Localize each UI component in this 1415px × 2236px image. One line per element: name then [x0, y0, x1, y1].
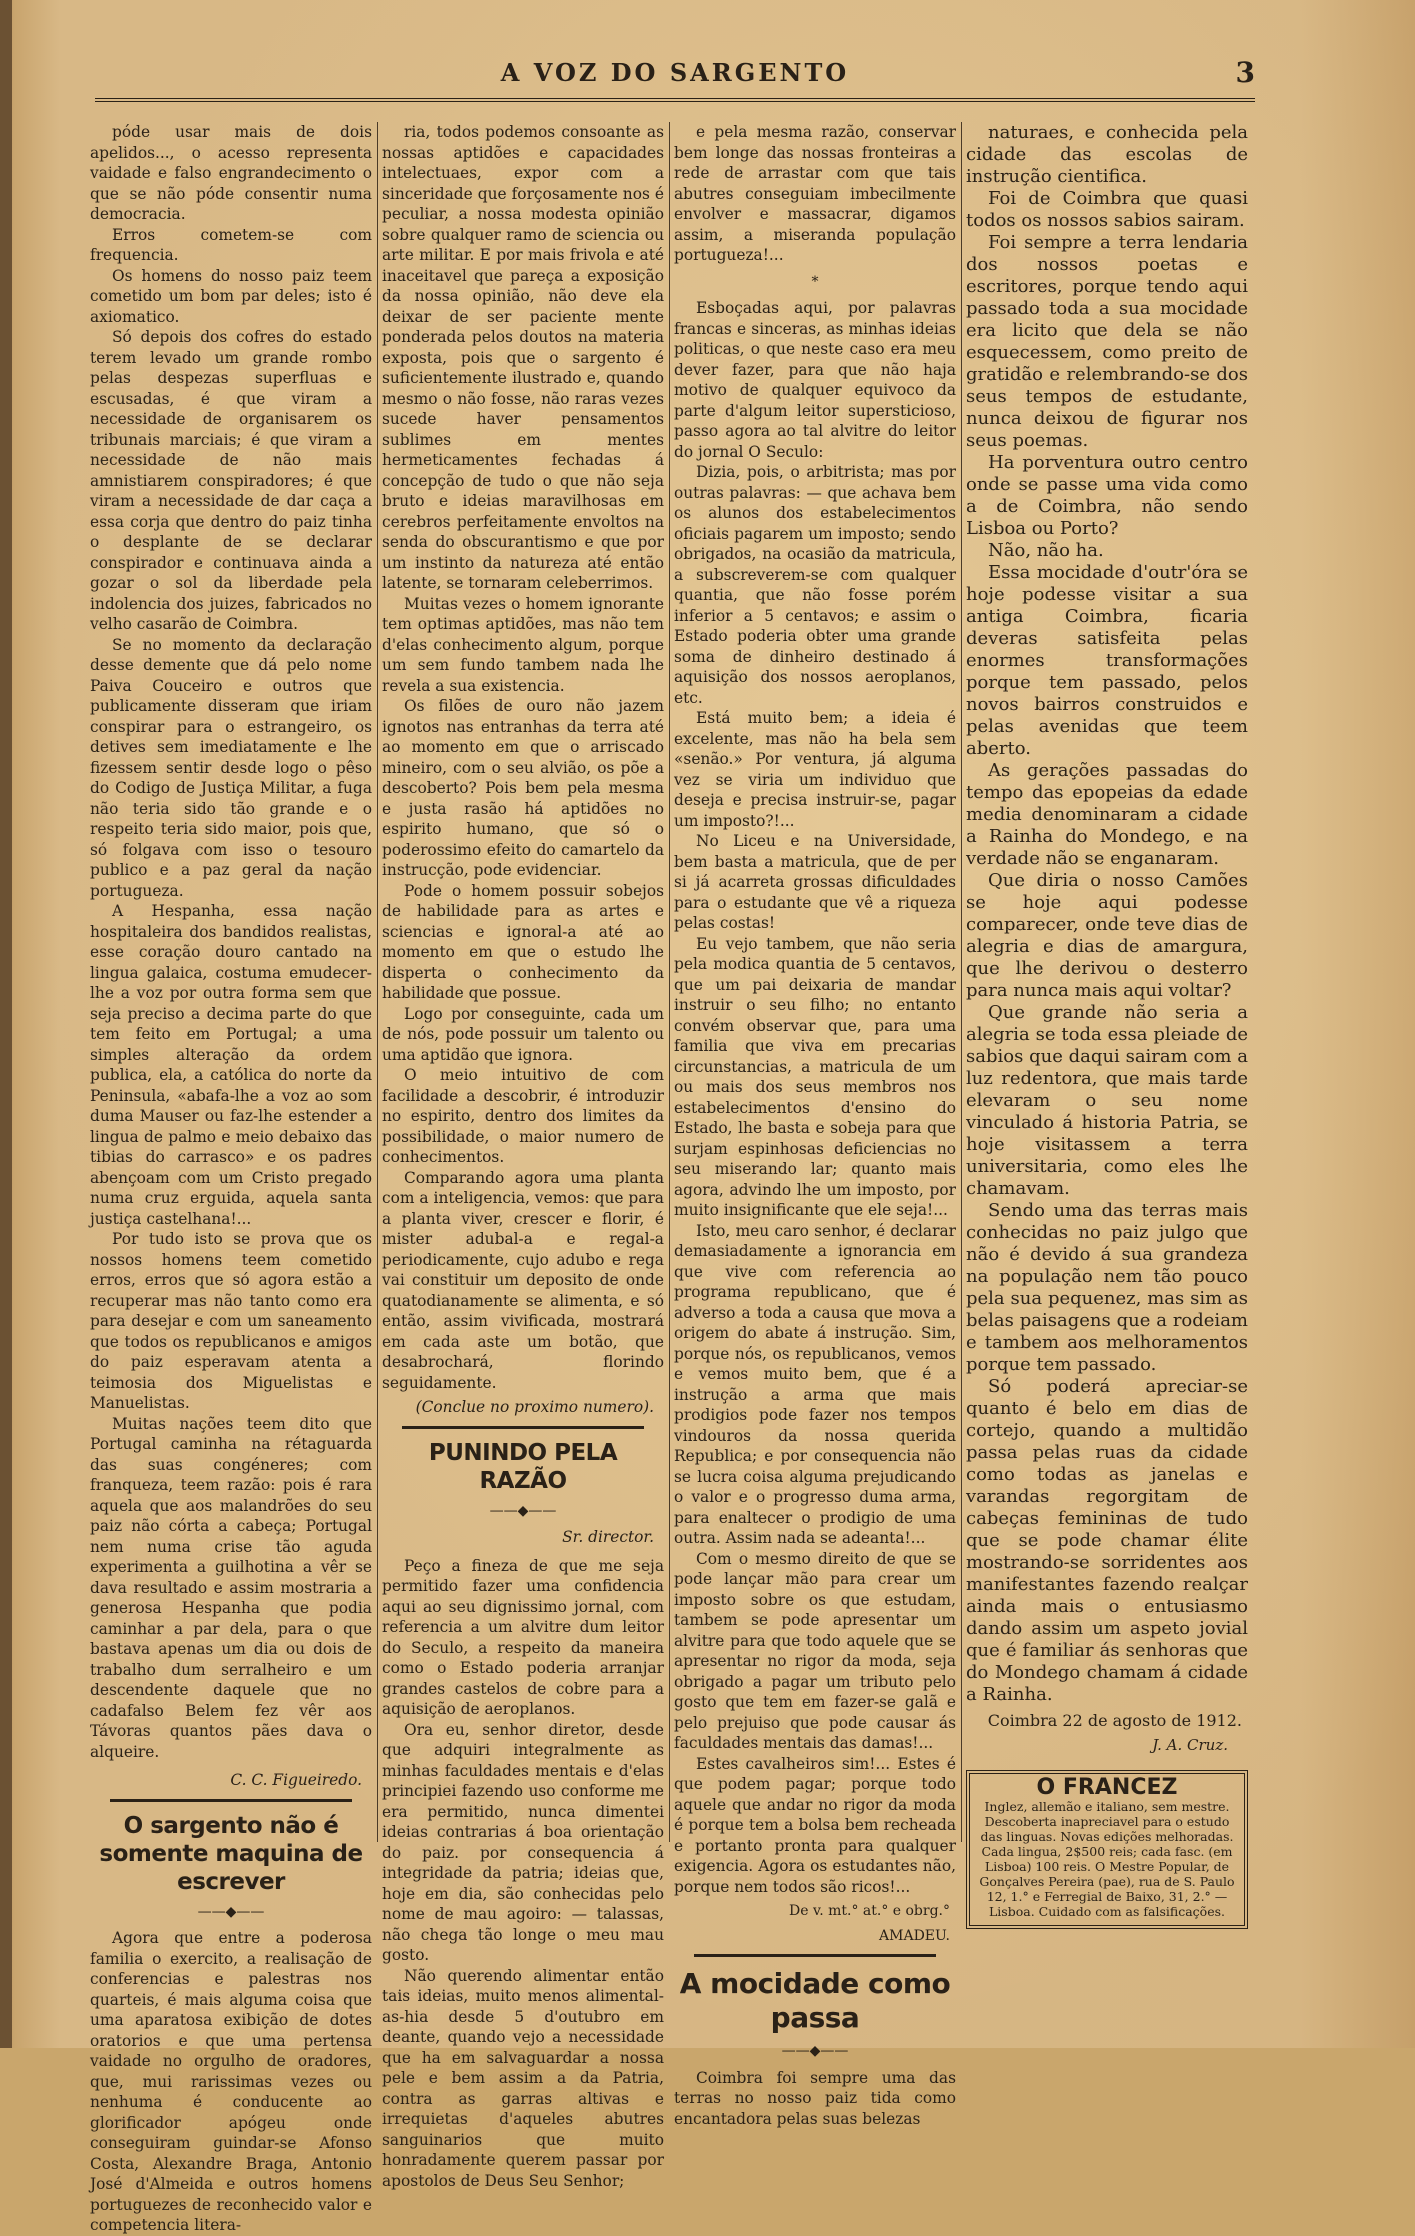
continued-note: (Conclue no proximo numero).: [415, 1398, 654, 1416]
paragraph: Não querendo alimentar então tais ideias, muito menos alimental-as-hia desde 5 d'outubro em deante, quando vejo a necessidade que ha em salvaguardar a nossa pele e bem assim a da Patria, contra as garras altivas e irrequietas d'aqueles abutres sanguinarios que muito honradamente querem passar por apostolos de Deus Seu Senhor;: [382, 1966, 664, 2190]
article-signature: J. A. Cruz.: [1152, 1736, 1228, 1754]
column-divider: [961, 122, 962, 1842]
paragraph: Por tudo isto se prova que os nossos homens teem cometido erros, erros que só agora estão a recuperar mas não tanto como era para desejar e com um saneamento que todos os republicanos e amigos do paiz esperavam atenta a teimosia dos Miguelistas e Manuelistas.: [90, 1230, 372, 1412]
paragraph: Com o mesmo direito de que se pode lançar mão para crear um imposto sobre os que estudam, tambem se pode apresentar um alvitre para que todo aquele que se apresentar no rigor da moda, seja obrigado a pagar um tributo pelo gosto que tem em fazer-se galã e pelo prejuiso que pode causar ás faculdades mentais das damas!...: [674, 1549, 956, 1752]
paragraph: Eu vejo tambem, que não seria pela modica quantia de 5 centavos, que um pai deixaria de mandar instruir o seu filho; no entanto convém observar que, para uma familia que viva em precarias circunstancias, a matricula de um ou mais dos seus membros nos estabelecimentos d'ensino do Estado, lhe basta e sobeja para que surjam espinhosas deficiencias no seu miserando lar; quanto mais agora, advindo lhe um imposto, por muito insignificante que ele seja!...: [674, 934, 956, 1219]
paragraph: Os homens do nosso paiz teem cometido um bom par deles; isto é axiomatico.: [90, 266, 372, 326]
paragraph: O meio intuitivo de com facilidade a descobrir, é introduzir no espirito, dentro dos limites da possibilidade, o maior numero de conhecimentos.: [382, 1066, 664, 1166]
newspaper-title: A VOZ DO SARGENTO: [500, 58, 850, 87]
paragraph: Que grande não seria a alegria se toda essa pleiade de sabios que daqui sairam com a luz redentora, que mais tarde elevaram o seu nome vinculado á historia Patria, se hoje visitassem a terra universitaria, como eles lhe chamavam.: [966, 1002, 1248, 1199]
page-number: 3: [1235, 56, 1255, 89]
paragraph: Dizia, pois, o arbitrista; mas por outras palavras: — que achava bem os alunos dos estabelecimentos oficiais pagarem um imposto; sendo obrigados, na ocasião da matricula, a subscreverem-se com qualquer quantia, que não fosse porém inferior a 5 centavos; e assim o Estado poderia obter uma grande soma de dinheiro destinado á aquisição dos nossos aeroplanos, etc.: [674, 463, 956, 707]
paragraph: Sendo uma das terras mais conhecidas no paiz julgo que não é devido á sua grandeza na população nem tão pouco pela sua pequenez, mas sim as belas paisagens que a rodeiam e tambem aos melhoramentos porque tem passado.: [966, 1200, 1248, 1375]
paragraph: Isto, meu caro senhor, é declarar demasiadamente a ignorancia em que vive com referencia ao programa republicano, que é adverso a toda a causa que mova a origem do abate á instrução. Sim, porque nós, os republicanos, vemos e vemos muito bem, que é a instrução a arma que mais prodigios pode fazer nos tempos vindouros da nossa querida Republica; e por consequencia não se lucra coisa alguma prejudicando o valor e o progresso duma arma, para enaltecer o prodigio de uma outra. Assim nada se adeanta!...: [674, 1221, 956, 1547]
paragraph: Não, não ha.: [988, 540, 1104, 561]
paragraph: Ha porventura outro centro onde se passe uma vida como a de Coimbra, não sendo Lisboa ou Porto?: [966, 452, 1248, 539]
paragraph: Agora que entre a poderosa familia o exercito, a realisação de conferencias e palestras nos quarteis, é mais alguma coisa que uma aparatosa exibição de dotes oratorios e que uma pertensa vaidade no orgulho de oradores, que, mui rarissimas vezes ou nenhuma é conducente ao glorificador apógeu onde conseguiram guindar-se Afonso Costa, Alexandre Braga, Antonio José d'Almeida e outros homens portuguezes de reconhecido valor e competencia litera-: [90, 1929, 372, 2234]
paragraph: e pela mesma razão, conservar bem longe das nossas fronteiras a rede de arrastar com que tais abutres conseguiam imbecilmente envolver e massacrar, digamos assim, a miseranda população portugueza!...: [674, 123, 956, 264]
paragraph: ria, todos podemos consoante as nossas aptidões e capacidades intelectuaes, expor com a sinceridade que forçosamente nos é peculiar, a nossa modesta opinião sobre qualquer ramo de sciencia ou arte militar. E por mais frivola e até inaceitavel que pareça a exposição da nossa opinião, não deve ela deixar de ser paciente mente ponderada pelos doutos na materia exposta, pois que o sargento é suficientemente ilustrado e, quando mesmo o não fosse, não raras vezes sucede haver pensamentos sublimes em mentes hermeticamentes fechadas á concepção de tudo o que não seja bruto e ideias maravilhosas em cerebros perfeitamente envoltos na senda do obscurantismo e que por um instinto da natureza até então latente, se tornaram celeberrimos.: [382, 123, 664, 592]
salutation: Sr. director.: [562, 1528, 654, 1546]
header-rule: [95, 98, 1255, 106]
ornament-divider: ——◆——: [781, 2043, 849, 2059]
paragraph: Ora eu, senhor diretor, desde que adquiri integralmente as minhas faculdades mentais e d'elas principiei fazendo uso conforme me era permitido, nunca dimentei ideias contrarias á boa orientação do paiz. por consequencia á integridade da patria; ideias que, hoje em dia, são conhecidas pelo nome de mau agoiro: — talassas, não chega tão longe o meu mau gosto.: [382, 1720, 664, 1964]
paragraph: No Liceu e na Universidade, bem basta a matricula, que de per si já acarreta grossas dificuldades para o estudante que vê a riqueza pelas costas!: [674, 832, 956, 932]
paragraph: Essa mocidade d'outr'óra se hoje podesse visitar a sua antiga Coimbra, ficaria deveras satisfeita pelas enormes transformações porque tem passado, pelos novos bairros construidos e pelas avenidas que teem aberto.: [966, 562, 1248, 759]
paragraph: Os filões de ouro não jazem ignotos nas entranhas da terra até ao momento em que o arriscado mineiro, com o seu alvião, os põe a descoberto? Pois bem pela mesma e justa rasão há aptidões no espirito humano, que só o poderossimo efeito do camartelo da instrucção, pode evidenciar.: [382, 697, 664, 879]
article-headline: PUNINDO PELA RAZÃO: [428, 1439, 618, 1494]
ornament-divider: ——◆——: [489, 1502, 557, 1519]
ad-body: Inglez, allemão e italiano, sem mestre. Descoberta inapreciavel para o estudo das linguas. Novas edições melhoradas. Cada lingua, 2$500 reis; cada fasc. (em Lisboa) 100 reis. O Mestre Popular, de Gonçalves Pereira (pae), rua de S. Paulo 12, 1.° e Ferregial de Baixo, 31, 2.° — Lisboa. Cuidado com as falsificações.: [979, 1799, 1235, 1919]
asterisk-divider: *: [811, 273, 819, 290]
paragraph: Coimbra foi sempre uma das terras no nosso paiz tida como encantadora pelas suas belezas: [674, 2068, 956, 2128]
paragraph: naturaes, e conhecida pela cidade das escolas de instrução cientifica.: [966, 122, 1248, 187]
paragraph: Que diria o nosso Camões se hoje aqui podesse comparecer, onde teve dias de alegria e dias de amargura, que lhe derivou o desterro para nunca mais aqui voltar?: [966, 870, 1248, 1001]
column-4: [966, 122, 1248, 1919]
letter-closing: De v. mt.° at.° e obrg.°: [788, 1903, 950, 1919]
paragraph: Erros cometem-se com frequencia.: [90, 225, 372, 264]
advertisement: [966, 1770, 1248, 1929]
paragraph: Se no momento da declaração desse demente que dá pelo nome Paiva Couceiro e outros que publicamente disseram que iriam conspirar para o estrangeiro, os detives sem imediatamente e lhe fizessem sentir desde logo o pêso do Codigo de Justiça Militar, a fuga não teria sido tão grande e o respeito teria sido maior, pois que, só folgava com isso o tesouro publico e a paz geral da nação portugueza.: [90, 635, 372, 900]
paragraph: Pode o homem possuir sobejos de habilidade para as artes e sciencias e ignoral-a até ao momento em que o estudo lhe disperta o conhecimento da habilidade que possue.: [382, 881, 664, 1002]
column-divider: [377, 122, 378, 1842]
article-headline: A mocidade como passa: [679, 1967, 951, 2034]
paragraph: Está muito bem; a ideia é excelente, mas não ha bela sem «senão.» Por ventura, já alguma vez se viria um individuo que deseja e precisa instruir-se, pagar um imposto?!...: [674, 709, 956, 830]
paragraph: Logo por conseguinte, cada um de nós, pode possuir um talento ou uma aptidão que ignora.: [382, 1004, 664, 1064]
paragraph: Peço a fineza de que me seja permitido fazer uma confidencia aqui ao seu dignissimo jornal, com referencia a um alvitre dum leitor do Seculo, a respeito da maneira como o Estado poderia arranjar grandes castelos de cobre para a aquisição de aeroplanos.: [382, 1556, 664, 1718]
paragraph: póde usar mais de dois apelidos..., o acesso representa vaidade e falso engrandecimento o que se não póde consentir numa democracia.: [90, 123, 372, 223]
article-headline: O sargento não é somente maquina de escrever: [99, 1812, 363, 1895]
binding-edge: [0, 0, 12, 2048]
page-header: [95, 56, 1255, 96]
article-separator: [110, 1799, 352, 1802]
article-separator: [694, 1954, 936, 1957]
paragraph: Muitas vezes o homem ignorante tem optimas aptidões, mas não tem d'elas conhecimento algum, porque um sem fundo tambem nada lhe revela a sua existencia.: [382, 594, 664, 695]
column-3: [674, 122, 956, 2128]
article-signature: AMADEU.: [879, 1927, 950, 1944]
column-2: [382, 122, 664, 2190]
paragraph: Muitas nações teem dito que Portugal caminha na rétaguarda das suas congéneres; com franqueza, teem razão: pois é rara aquela que aos malandrões do seu paiz não córta a cabeça; Portugal nem numa crise tão aguda experimenta a guilhotina a vêr se dava resultado e assim mostraria a generosa Hespanha que podia caminhar a par dela, para o que bastava apenas um dia ou dois de trabalho dum serralheiro e um descendente daquele que no cadafalso Belem fez vêr aos Távoras quantos pães dava o alqueire.: [90, 1414, 372, 1761]
paragraph: Esboçadas aqui, por palavras francas e sinceras, as minhas ideias politicas, o que neste caso era meu dever fazer, para que não haja motivo de qualquer equivoco da parte d'algum leitor supersticioso, passo agora ao tal alvitre do leitor do jornal O Seculo:: [674, 299, 956, 461]
paragraph: A Hespanha, essa nação hospitaleira dos bandidos realistas, esse coração douro cantado na lingua galaica, costuma emudecer-lhe a voz por outra forma sem que seja preciso a decima parte do que tem feito em Portugal; a uma simples alteração da ordem publica, ela, a católica do norte da Peninsula, «abafa-lhe a voz ao som duma Mauser ou faz-lhe estender a lingua de palmo e meio debaixo das tibias do carrasco» e os padres abençoam com um Cristo pregado numa cruz erguida, aquela santa justiça castelhana!...: [90, 902, 372, 1228]
article-signature: C. C. Figueiredo.: [230, 1771, 362, 1789]
paragraph: Foi sempre a terra lendaria dos nossos poetas e escritores, porque tendo aqui passado toda a sua mocidade era licito que dela se não esquecessem, como preito de gratidão e relembrando-se dos seus tempos de estudante, nunca deixou de figurar nos seus poemas.: [966, 232, 1248, 451]
article-separator: [402, 1426, 644, 1429]
paragraph: Comparando agora uma planta com a inteligencia, vemos: que para a planta viver, crescer e florir, é mister adubal-a e regal-a periodicamente, cujo adubo e rega vai constituir um deposito de onde quatodianamente se alimenta, e só então, assim vivificada, mostrará em cada aste um botão, que desabrochará, florindo seguidamente.: [382, 1168, 664, 1392]
column-divider: [669, 122, 670, 1842]
ad-title: O FRANCEZ: [1036, 1775, 1178, 1800]
paragraph: As gerações passadas do tempo das epopeias da edade media denominaram a cidade a Rainha do Mondego, e na verdade não se enganaram.: [966, 760, 1248, 869]
column-1: [90, 122, 372, 2234]
paragraph: Foi de Coimbra que quasi todos os nossos sabios sairam.: [966, 188, 1248, 231]
paragraph: Só poderá apreciar-se quanto é belo em dias de cortejo, quando a multidão passa pelas ruas da cidade como todas as janelas e varandas regorgitam de cabeças femininas de tudo que se pode chamar élite mostrando-se sorridentes aos manifestantes fazendo realçar ainda mais o entusiasmo dando assim um aspeto jovial que é familiar ás senhoras que do Mondego chamam á cidade a Rainha.: [966, 1376, 1248, 1705]
ornament-divider: ——◆——: [197, 1903, 265, 1920]
paragraph: Estes cavalheiros sim!... Estes é que podem pagar; porque todo aquele que andar no rigor da moda é porque tem a bolsa bem recheada e portanto pronta para qualquer exigencia. Agora os estudantes não, porque nem todos são ricos!...: [674, 1754, 956, 1896]
dateline: Coimbra 22 de agosto de 1912.: [987, 1711, 1242, 1730]
paragraph: Só depois dos cofres do estado terem levado um grande rombo pelas despezas superfluas e escusadas, é que viram a necessidade de organisarem os tribunais marciais; é que viram a necessidade de não mais amnistiarem conspiradores; é que viram a necessidade de dar caça a essa corja que dentro do paiz tinha o desplante de se declarar conspirador e continuava ainda a gozar o sol da liberdade pela indolencia dos juizes, fabricados no velho casarão de Coimbra.: [90, 328, 372, 633]
